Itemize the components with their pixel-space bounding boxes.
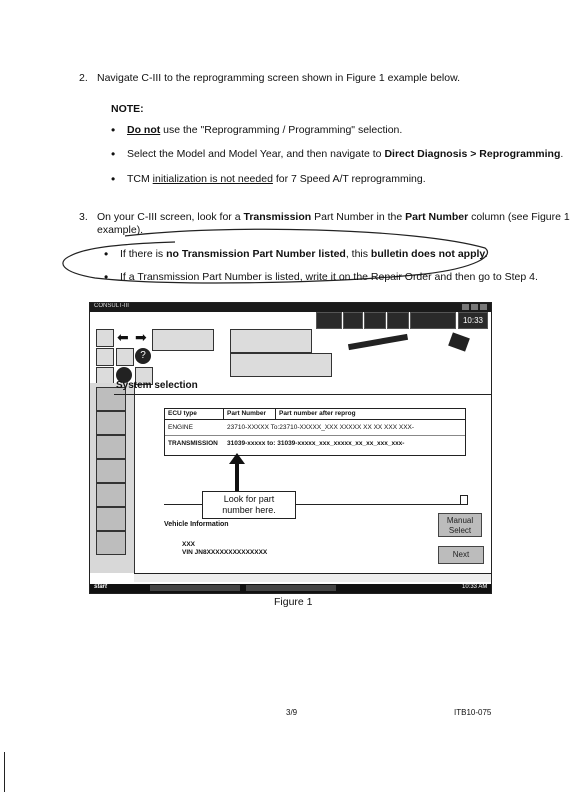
initialization-text: initialization is not needed: [152, 173, 273, 185]
figure-1-screenshot: [89, 302, 492, 594]
tools-icon[interactable]: [230, 353, 332, 377]
scan-edge-mark: [4, 752, 5, 792]
scroll-right-icon[interactable]: [460, 495, 468, 505]
part-number-table: [164, 408, 466, 456]
start-button[interactable]: start: [94, 584, 108, 590]
table-col-divider-1: [223, 409, 224, 419]
sidebar-icon-7[interactable]: [96, 531, 126, 555]
table-header-ecu: ECU type: [168, 410, 197, 417]
sidebar-icon-3[interactable]: [96, 435, 126, 459]
window-scrollbar[interactable]: [134, 573, 491, 582]
step2-text: Navigate C-III to the reprogramming screen shown in Figure 1 example below.: [97, 72, 461, 84]
direct-diagnosis-path: Direct Diagnosis > Reprogramming: [384, 148, 561, 160]
panel-title: System selection: [116, 380, 198, 391]
page-number: 3/9: [286, 708, 298, 717]
camera-icon[interactable]: [116, 348, 134, 366]
status-icon-3: [364, 312, 386, 329]
do-not-text: Do not: [127, 124, 161, 136]
document-id: ITB10-075: [454, 708, 492, 717]
vehicle-model: XXX: [182, 541, 196, 548]
note-bullet-3-pre: TCM: [127, 173, 153, 185]
table-header-part-number: Part Number: [227, 410, 267, 417]
sidebar-icon-2[interactable]: [96, 411, 126, 435]
step3-part-number: Part Number: [405, 211, 469, 223]
table-row-divider: [165, 435, 465, 436]
status-icon-2: [343, 312, 363, 329]
bulletin-not-apply: bulletin does not apply.: [370, 248, 488, 260]
home-icon[interactable]: [96, 329, 114, 347]
car-icon[interactable]: [152, 329, 214, 351]
sidebar: [90, 383, 135, 573]
step3-line2: example).: [97, 224, 144, 236]
note-bullet-2: [127, 148, 563, 161]
taskbar-item-1[interactable]: [150, 585, 240, 591]
forward-arrow-icon[interactable]: ➡: [135, 329, 147, 345]
close-icon[interactable]: [480, 304, 487, 310]
note-bullet-2-pre: Select the Model and Model Year, and then navigate to: [127, 148, 385, 160]
wrench-icon[interactable]: [348, 334, 408, 350]
sidebar-icon-5[interactable]: [96, 483, 126, 507]
vehicle-info-label: Vehicle Information: [164, 521, 229, 528]
step2-number: 2.: [79, 72, 88, 84]
printer-icon[interactable]: [96, 348, 114, 366]
status-icon-1: [316, 312, 342, 329]
note-heading: NOTE:: [111, 103, 144, 115]
table-col-divider-2: [275, 409, 276, 419]
sidebar-icon-4[interactable]: [96, 459, 126, 483]
window-title: CONSULT-III: [94, 303, 129, 309]
step3-line1-pre: On your C-III screen, look for a: [97, 211, 244, 223]
taskbar-item-2[interactable]: [246, 585, 336, 591]
panel-title-divider: [114, 394, 491, 395]
manual-select-button[interactable]: Manual Select: [438, 513, 482, 537]
step3-bullet-1: [120, 248, 487, 261]
callout-box: [202, 491, 296, 519]
step3-number: 3.: [79, 211, 88, 223]
step3-bullet-1-pre: If there is: [120, 248, 167, 260]
table-row-ecu[interactable]: TRANSMISSION: [168, 440, 218, 447]
step3-bullet-1-mid: , this: [345, 248, 371, 260]
arrow-shaft: [235, 461, 239, 491]
minimize-icon[interactable]: [462, 304, 469, 310]
clock: 10:33: [458, 312, 488, 329]
arrow-head-icon: [229, 453, 245, 464]
step3-transmission: Transmission: [243, 211, 312, 223]
table-row-value[interactable]: 31039-xxxxx to: 31039-xxxxx_xxx_xxxxx_xx_xx_xxx_xxx-: [227, 440, 405, 447]
maximize-icon[interactable]: [471, 304, 478, 310]
note-bullet-2-post: .: [560, 148, 564, 160]
table-row-value[interactable]: 23710-XXXXX To:23710-XXXXX_XXX XXXXX XX XX XXX XXX-: [227, 424, 415, 431]
status-icon-4: [387, 312, 409, 329]
sidebar-icon-6[interactable]: [96, 507, 126, 531]
next-button[interactable]: Next: [438, 546, 484, 564]
plug-icon[interactable]: [448, 332, 470, 351]
taskbar: [90, 584, 491, 593]
step3-bullet-2: • If a Transmission Part Number is listed, write it on the Repair Order and then go to Step 4.: [120, 271, 538, 284]
table-row-ecu[interactable]: ENGINE: [168, 424, 193, 431]
diagnosis-icon[interactable]: [230, 329, 312, 353]
note-bullet-3-post: for 7 Speed A/T reprogramming.: [272, 173, 426, 185]
callout-text: Look for part number here.: [222, 494, 276, 515]
note-bullet-3: [127, 173, 426, 186]
status-icon-5: [410, 312, 456, 329]
note-bullet-1-rest: use the "Reprogramming / Programming" selection.: [160, 124, 403, 136]
no-transmission-part-number: no Transmission Part Number listed: [166, 248, 346, 260]
table-header-after-reprog: Part number after reprog: [279, 410, 356, 417]
taskbar-clock: 10:33 AM: [462, 584, 488, 590]
vehicle-vin: VIN JN8XXXXXXXXXXXXXX: [182, 549, 268, 556]
note-bullet-1: [127, 124, 402, 137]
step3-line1-mid: Part Number in the: [311, 211, 406, 223]
step3-line1: [97, 211, 570, 224]
step3-line1-post: column (see Figure 1: [468, 211, 570, 223]
back-arrow-icon[interactable]: ⬅: [117, 329, 129, 345]
window-titlebar: [90, 303, 491, 312]
figure-caption: Figure 1: [274, 596, 313, 608]
help-icon[interactable]: ?: [135, 348, 151, 364]
